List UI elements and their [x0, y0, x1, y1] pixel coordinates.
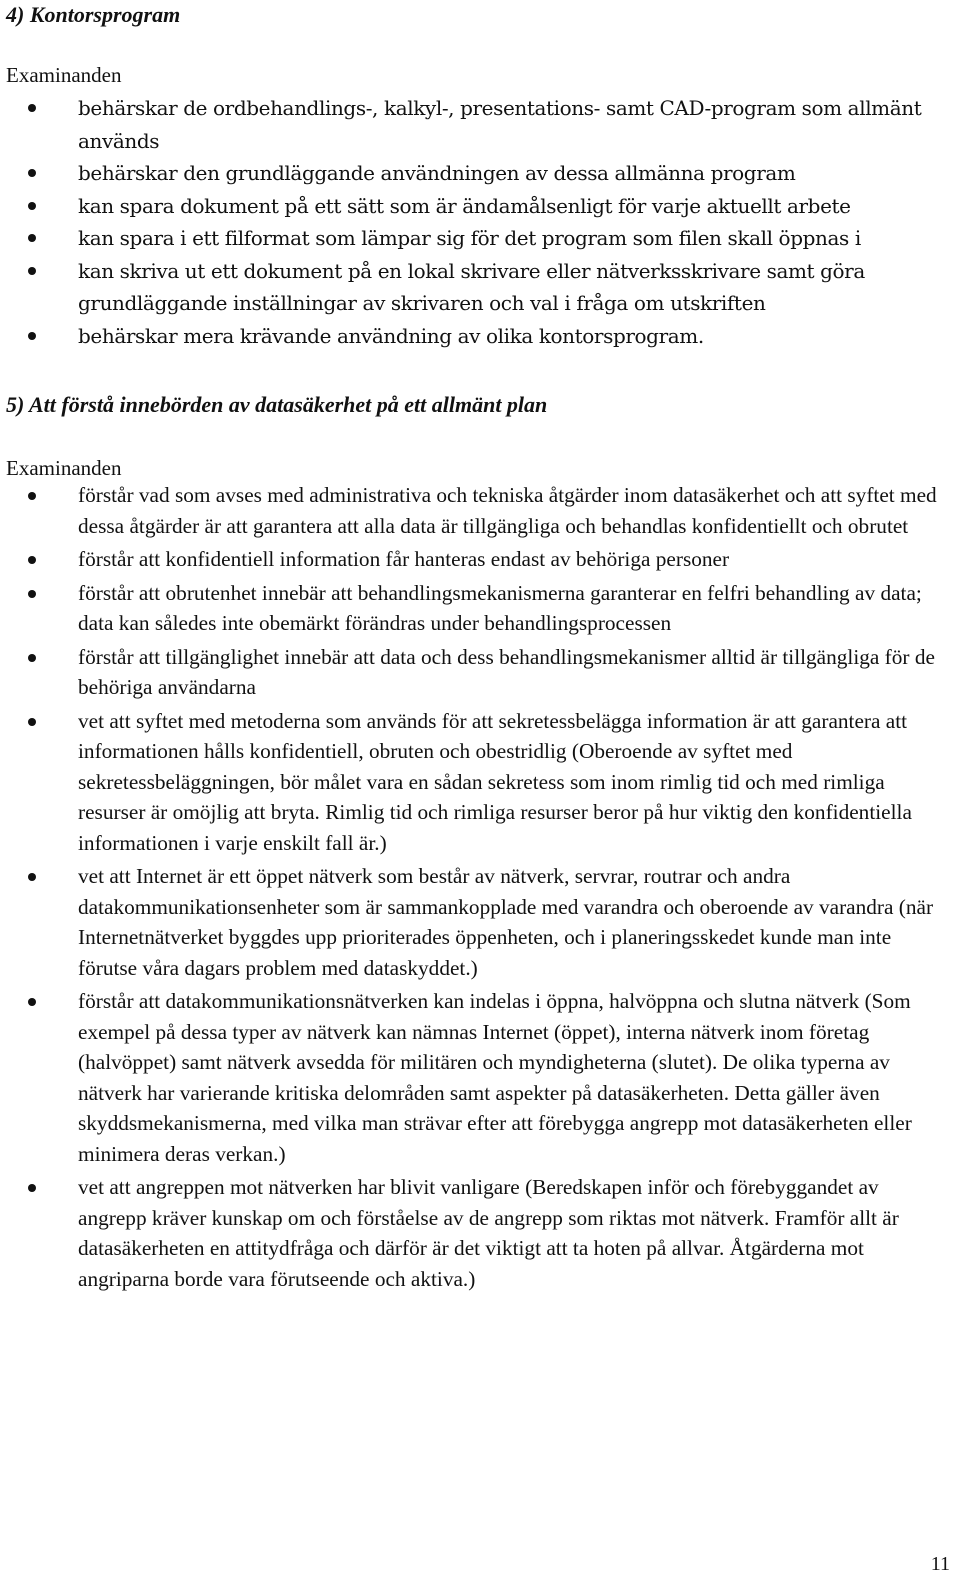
bullet-icon: [28, 332, 36, 340]
bullet-icon: [28, 654, 36, 662]
list-item: kan skriva ut ett dokument på en lokal skrivare eller nätverksskrivare samt göra grundläggande inställningar av skrivaren och val i fråga om utskriften: [6, 255, 941, 320]
bullet-icon: [28, 234, 36, 242]
list-item: vet att Internet är ett öppet nätverk som består av nätverk, servrar, routrar och andra datakommunikationsenheter som är sammankopplade med varandra och oberoende av varandra (när Internetnätverket byggdes upp prioriterades öppenheten, och i planeringsskedet kunde man inte förutse våra dagars problem med dataskyddet.): [6, 861, 941, 983]
bullet-icon: [28, 104, 36, 112]
section-5-label: Examinanden: [6, 456, 122, 480]
list-item: vet att syftet med metoderna som används för att sekretessbelägga information är att garantera att informationen hålls konfidentiell, obruten och obestridlig (Oberoende av syftet med sekretessbeläggningen, bör målet vara en sådan sekretess som inom rimlig tid och med rimliga resurser är omöjlig att bryta. Rimlig tid och rimliga resurser beror på hur viktig den konfidentiella informationen i varje enskilt fall är.): [6, 706, 941, 859]
list-item: förstår vad som avses med administrativa och tekniska åtgärder inom datasäkerhet och att syftet med dessa åtgärder är att garantera att alla data är tillgängliga och behandlas konfidentiellt och obrutet: [6, 480, 941, 541]
list-item: behärskar de ordbehandlings-, kalkyl-, presentations- samt CAD-program som allmänt används: [6, 92, 941, 157]
bullet-icon: [28, 1184, 36, 1192]
list-item: behärskar mera krävande användning av olika kontorsprogram.: [6, 320, 941, 353]
list-item: förstår att datakommunikationsnätverken kan indelas i öppna, halvöppna och slutna nätverk (Som exempel på dessa typer av nätverk kan nämnas Internet (öppet), interna nätverk inom företag (halvöppet) samt nätverk avsedda för militären och myndigheterna (slutet). De olika typerna av nätverk har varierande kritiska delområden samt aspekter på datasäkerheten. Detta gäller även skyddsmekanismerna, med vilka man strävar efter att förebygga angrepp mot datasäkerheten eller minimera deras verkan.): [6, 986, 941, 1169]
section-4-heading: 4) Kontorsprogram: [6, 2, 181, 27]
section-5-list: [6, 480, 941, 1297]
bullet-icon: [28, 492, 36, 500]
bullet-icon: [28, 202, 36, 210]
bullet-icon: [28, 718, 36, 726]
section-4-label: Examinanden: [6, 63, 122, 87]
list-item: förstår att obrutenhet innebär att behandlingsmekanismerna garanterar en felfri behandling av data; data kan således inte obemärkt förändras under behandlingsprocessen: [6, 578, 941, 639]
bullet-icon: [28, 873, 36, 881]
page-number: 11: [930, 1553, 950, 1575]
bullet-icon: [28, 998, 36, 1006]
section-5-heading: 5) Att förstå innebörden av datasäkerhet på ett allmänt plan: [6, 392, 548, 417]
list-item: förstår att konfidentiell information får hanteras endast av behöriga personer: [6, 544, 941, 575]
section-4-list: [6, 92, 941, 352]
list-item: vet att angreppen mot nätverken har blivit vanligare (Beredskapen inför och förebyggandet av angrepp kräver kunskap om och förståelse av de angrepp som riktas mot nätverk. Framför allt är datasäkerheten en attitydfråga och därför är det viktigt att ta hoten på allvar. Åtgärderna mot angriparna borde vara förutseende och aktiva.): [6, 1172, 941, 1294]
bullet-icon: [28, 590, 36, 598]
list-item: kan spara dokument på ett sätt som är ändamålsenligt för varje aktuellt arbete: [6, 190, 941, 223]
bullet-icon: [28, 267, 36, 275]
bullet-icon: [28, 556, 36, 564]
list-item: kan spara i ett filformat som lämpar sig för det program som filen skall öppnas i: [6, 222, 941, 255]
list-item: förstår att tillgänglighet innebär att data och dess behandlingsmekanismer alltid är tillgängliga för de behöriga användarna: [6, 642, 941, 703]
bullet-icon: [28, 169, 36, 177]
list-item: behärskar den grundläggande användningen av dessa allmänna program: [6, 157, 941, 190]
